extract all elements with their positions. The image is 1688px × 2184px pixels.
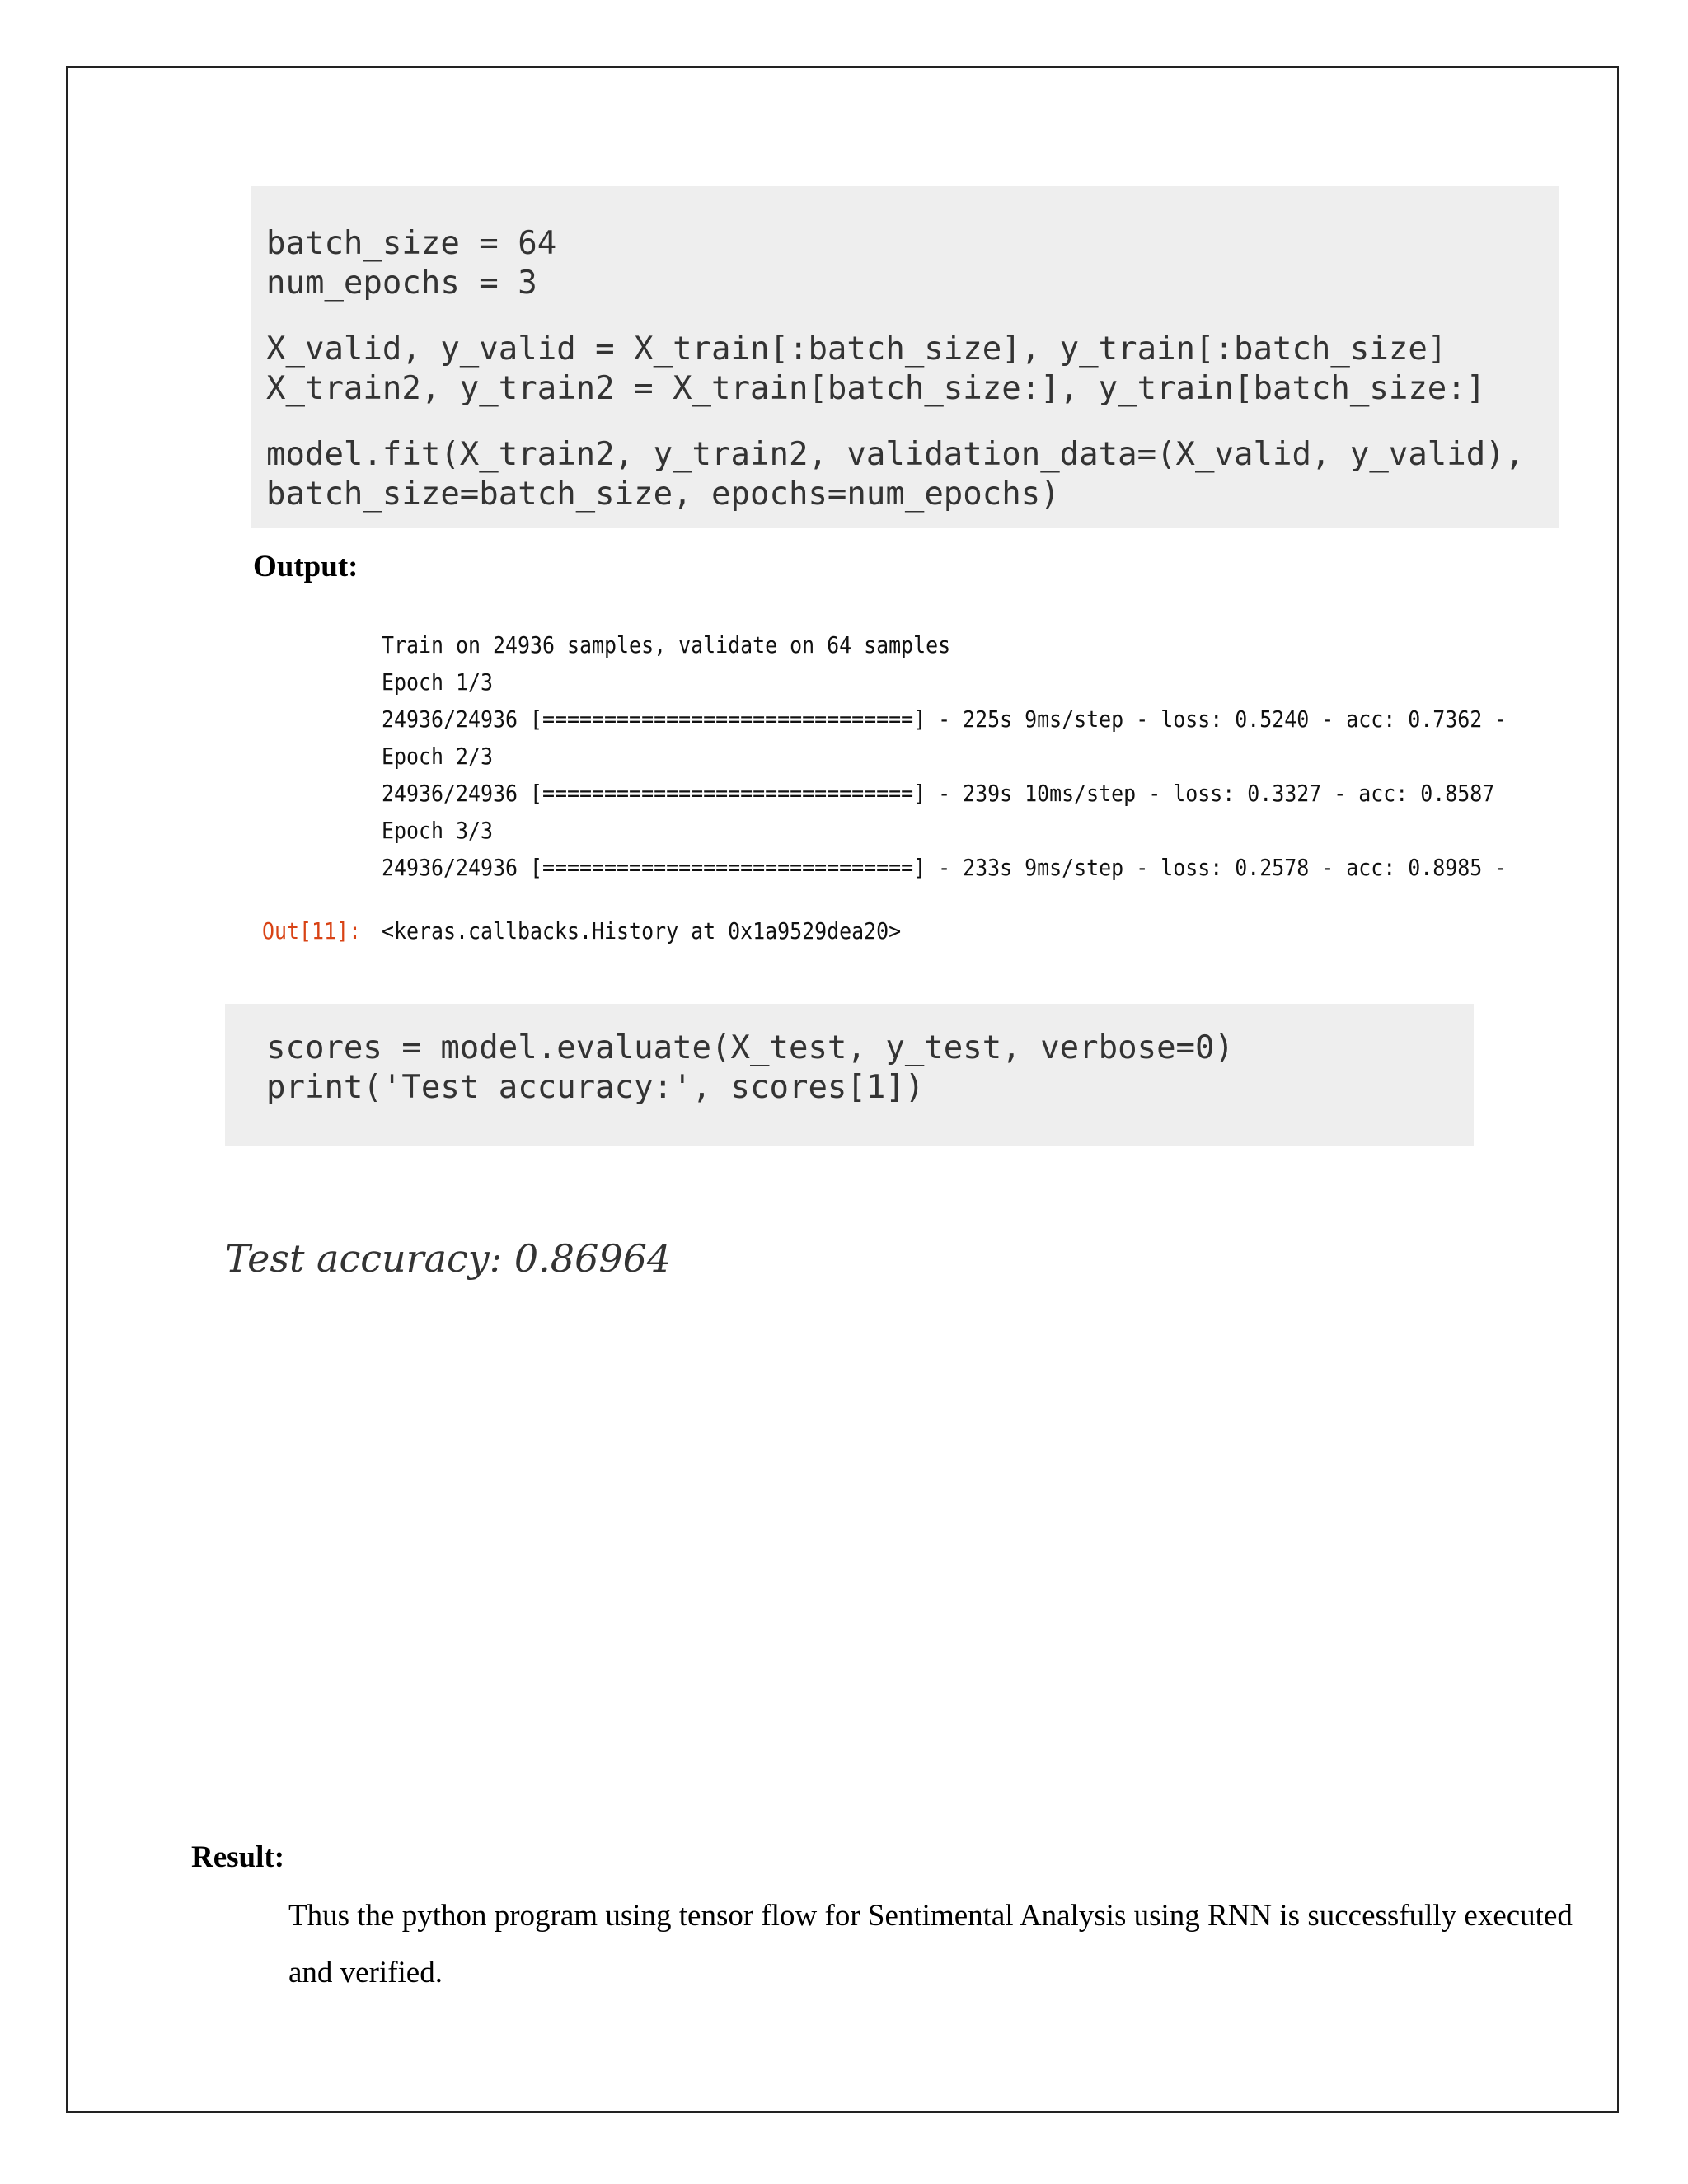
result-text: Thus the python program using tensor flow for Sentimental Analysis using RNN is successfully executed and verified. [288, 1899, 1573, 1990]
code-line: batch_size=batch_size, epochs=num_epochs) [266, 476, 1060, 513]
console-line: 24936/24936 [==============================] - 233s 9ms/step - loss: 0.2578 - acc: 0.8985 - [382, 854, 1507, 881]
out-value: <keras.callbacks.History at 0x1a9529dea20> [382, 917, 902, 944]
test-accuracy-result: Test accuracy: 0.86964 [225, 1236, 672, 1281]
out-prompt: Out[11]: [262, 917, 362, 944]
code-gap [266, 409, 1559, 435]
code-line: model.fit(X_train2, y_train2, validation_data=(X_valid, y_valid), [266, 436, 1525, 473]
code-line: X_train2, y_train2 = X_train[batch_size:], y_train[batch_size:] [266, 370, 1486, 407]
console-line: Train on 24936 samples, validate on 64 samples [382, 631, 951, 658]
code-block-model-fit [251, 186, 1559, 528]
code-line: scores = model.evaluate(X_test, y_test, verbose=0) [266, 1029, 1234, 1066]
result-label: Result: [191, 1840, 285, 1874]
console-line: Epoch 3/3 [382, 817, 494, 844]
console-line: Epoch 1/3 [382, 668, 494, 696]
console-output [382, 626, 1507, 886]
console-line: 24936/24936 [==============================] - 239s 10ms/step - loss: 0.3327 - acc: 0.8587 [382, 780, 1495, 807]
code-block-evaluate [225, 1004, 1474, 1146]
code-line: print('Test accuracy:', scores[1]) [266, 1069, 925, 1106]
output-label: Output: [253, 550, 359, 583]
code-line: X_valid, y_valid = X_train[:batch_size], y_train[:batch_size] [266, 330, 1447, 368]
console-line: 24936/24936 [==============================] - 225s 9ms/step - loss: 0.5240 - acc: 0.7362 - [382, 705, 1507, 733]
code-gap [266, 303, 1559, 330]
code-line: batch_size = 64 [266, 225, 557, 262]
code-line: num_epochs = 3 [266, 265, 537, 302]
console-line: Epoch 2/3 [382, 743, 494, 770]
